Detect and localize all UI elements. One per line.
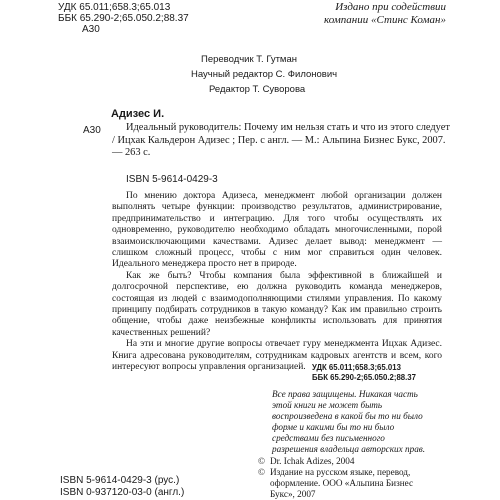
udk-code: УДК 65.011;658.3;65.013: [58, 2, 171, 13]
publisher-note: [324, 1, 446, 27]
annotation-paragraph-3: На эти и многие другие вопросы отвечает гуру менеджмента Ицхак Адизес. Книга адресована руководителям, сотрудникам кадровых агентств и всем, кого интересуют вопросы управления организацией.: [112, 339, 442, 373]
annotation-paragraph-2: Как же быть? Чтобы компания была эффективной в ближайшей и долгосрочной перспективе, ею должна руководить команда менеджеров, состоящая из людей с взаимодополняющими стилями управления. По какому принципу подбирать сотрудников в такую команду? Как им правильно строить общение, чтобы даже неизбежные конфликты использовать для принятия качественных решений?: [112, 270, 442, 338]
isbn-russian: ISBN 5-9614-0429-3 (рус.): [60, 475, 180, 486]
bbk-code: ББК 65.290-2;65.050.2;88.37: [58, 13, 189, 24]
copyright-line-1: Dr. Ichak Adizes, 2004: [270, 456, 355, 466]
editor-credit: Редактор Т. Суворова: [209, 84, 306, 95]
classification-block-top: [58, 2, 189, 35]
publisher-note-line2: компании «Стинс Коман»: [323, 14, 446, 26]
bbk-code-bottom: ББК 65.290-2;65.050.2;88.37: [312, 373, 416, 382]
scientific-editor-credit: Научный редактор С. Филонович: [191, 69, 338, 80]
isbn-english: ISBN 0-937120-03-0 (англ.): [60, 487, 185, 498]
copyright-line-2: Издание на русском языке, перевод, оформление. ООО «Альпина Бизнес Букс», 2007: [270, 467, 414, 499]
translator-credit: Переводчик Т. Гутман: [201, 54, 297, 65]
udk-code-bottom: УДК 65.011;658.3;65.013: [312, 363, 401, 372]
annotation: [112, 191, 442, 374]
copyright-row-1: [258, 456, 433, 467]
isbn-block-bottom: [60, 475, 184, 499]
classification-block-bottom: [312, 363, 416, 383]
rights-notice-text: Все права защищены. Никакая часть этой книги не может быть воспроизведена в какой бы то ни было форме и какими бы то ни было средствами без письменного разрешения владельца авторских прав.: [272, 389, 426, 454]
copyright-symbol-icon: ©: [258, 456, 265, 466]
bibliographic-entry: [112, 122, 450, 160]
author-mark: А30: [82, 24, 100, 35]
publisher-note-line1: Издано при содействии: [335, 1, 446, 13]
author-heading: Адизес И.: [111, 108, 165, 120]
annotation-paragraph-1: По мнению доктора Адизеса, менеджмент любой организации должен выполнять четыре функции: производство результатов, администрирование, предпринимательство и интеграцию. Для того чтобы осуществлять их одновременно, руководителю необходимо обладать многочисленными, порой взаимоисключающими качествами. Адизес делает вывод: менеджмент — слишком сложный процесс, чтобы с ним мог справиться один человек. Идеального менеджера просто нет в природе.: [112, 191, 442, 270]
copyright-block: [258, 456, 433, 500]
copyright-row-2: [258, 467, 433, 500]
rights-notice: [272, 389, 430, 455]
copyright-symbol-icon: ©: [258, 467, 265, 477]
isbn-catalog: ISBN 5-9614-0429-3: [126, 174, 218, 185]
bibliographic-text: Идеальный руководитель: Почему им нельзя стать и что из этого следует / Ицхак Кальдерон Адизес ; Пер. с англ. — М.: Альпина Бизнес Букс, 2007. — 263 с.: [112, 122, 450, 158]
bib-code: А30: [83, 125, 101, 136]
